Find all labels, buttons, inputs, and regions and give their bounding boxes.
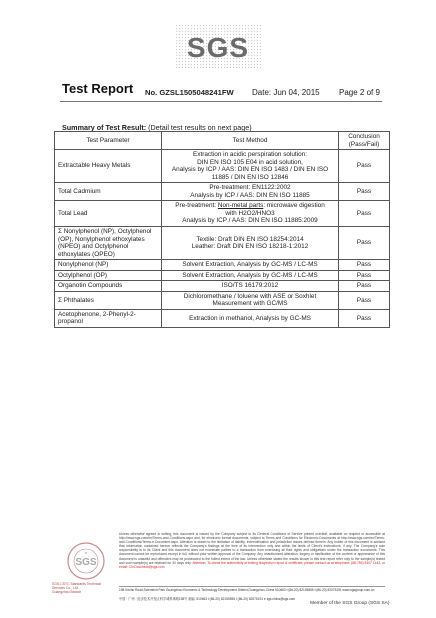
col-header-method: Test Method [162, 132, 339, 150]
param-cell: Acetophenone, 2-Phenyl-2-propanol [55, 309, 162, 327]
report-title: Test Report [62, 81, 134, 96]
address-english: 198 Kezhu Road,Scientech Park Guangzhou Economic & Technology Development District,Guangzhou,China 510663 t (86-20) 82155555 f (86-20) 82075191 www.sgsgroup.com.cn [119, 588, 375, 592]
result-cell: Pass [339, 227, 390, 260]
report-date: Date: Jun 04, 2015 [252, 88, 320, 97]
method-line: Textile: Draft DIN EN ISO 18254:2014 [196, 235, 304, 243]
param-cell: Nonylphenol (NP) [55, 260, 162, 271]
col-header-parameter: Test Parameter [55, 132, 162, 150]
method-pre: Pre-treatment: [175, 202, 218, 210]
method-line: Leather: Draft DIN EN ISO 18218-1:2012 [191, 243, 309, 251]
svg-text:★: ★ [84, 551, 88, 555]
param-cell: Total Lead [55, 201, 162, 227]
param-cell: Total Cadmium [55, 183, 162, 201]
stamp-line: SGS-CSTC Standards Technical Services Co., Ltd. [52, 582, 101, 590]
method-cell [162, 227, 339, 260]
result-cell: Pass [339, 260, 390, 271]
address-chinese: 中国 · 广州 · 经济技术开发区科学城科珠路198号 邮编: 510663 t (86-20) 82155555 f (86-20) 82075191 e sgs.china@sgs.com [119, 597, 296, 601]
method-line: Measurement with GC/MS [212, 300, 288, 308]
header-divider [60, 101, 382, 102]
method-line: Analysis by ICP / AAS: DIN EN ISO 11885:2009 [182, 217, 318, 225]
summary-label: Summary of Test Result: [62, 123, 147, 132]
table-header-row [55, 132, 390, 150]
page-number: Page 2 of 9 [339, 88, 380, 97]
result-cell: Pass [339, 281, 390, 292]
table-row [55, 201, 390, 227]
method-line: Analysis by ICP / AAS: DIN EN ISO 1483 / DIN EN ISO [171, 166, 329, 174]
method-line: Pre-treatment: EN1122:2002 [209, 184, 291, 192]
method-cell: Solvent Extraction, Analysis by GC-MS / LC-MS [162, 260, 339, 271]
method-line: with H2O2/HNO3 [225, 209, 275, 217]
table-row [55, 150, 390, 183]
method-underlined: Non-metal parts [217, 202, 264, 210]
member-note: Member of the SGS Group (SGS SA) [310, 601, 390, 606]
results-table [54, 131, 390, 328]
method-line [165, 202, 335, 210]
result-cell: Pass [339, 270, 390, 281]
table-row [55, 291, 390, 309]
method-cell [162, 150, 339, 183]
col-header-conclusion: Conclusion (Pass/Fail) [339, 132, 390, 150]
method-line: 11885 / DIN EN ISO 12846 [211, 173, 289, 181]
method-line: DIN EN ISO 105 E04 in acid solution, [197, 158, 303, 166]
table-row [55, 281, 390, 292]
result-cell: Pass [339, 291, 390, 309]
method-cell [162, 183, 339, 201]
summary-note: (Detail test results on next page) [148, 123, 252, 132]
method-cell [162, 201, 339, 227]
method-cell: ISO/TS 16179:2012 [162, 281, 339, 292]
param-cell: Octylphenol (OP) [55, 270, 162, 281]
table-row [55, 183, 390, 201]
report-number: No. GZSL1505048241FW [145, 88, 234, 97]
svg-text:SGS: SGS [75, 557, 97, 568]
footer-divider [119, 586, 385, 587]
param-cell: Σ Nonylphenol (NP), Octylphenol (OP), Nonylphenol ethoxylates (NPEO) and Octylphenol ethoxylates (OPEO) [55, 227, 162, 260]
method-post: : microwave digestion [263, 202, 325, 210]
table-row [55, 227, 390, 260]
method-cell [162, 291, 339, 309]
param-cell: Σ Phthalates [55, 291, 162, 309]
result-cell: Pass [339, 183, 390, 201]
stamp-caption [52, 582, 112, 594]
result-cell: Pass [339, 201, 390, 227]
method-line: Extraction in acidic perspiration solution: [192, 151, 308, 159]
method-cell: Solvent Extraction, Analysis by GC-MS / LC-MS [162, 270, 339, 281]
svg-text:SGS: SGS [186, 32, 250, 63]
legal-fine-print [119, 532, 385, 569]
method-cell: Extraction in methanol, Analysis by GC-MS [162, 309, 339, 327]
table-row [55, 309, 390, 327]
param-cell: Extractable Heavy Metals [55, 150, 162, 183]
method-line: Analysis by ICP / AAS: DIN EN ISO 11885 [190, 191, 310, 199]
stamp-line: Guangzhou Branch [52, 590, 82, 594]
terms-text: Unless otherwise agreed in writing, this document is issued by the Company subject to its General Conditions of Service printed overleaf, available on request or accessible at http://www.sgs.com/en/Terms-and-Conditions.aspx and, for electronic format documents, subject to Terms and Conditions for Electronic Documents at http://www.sgs.com/en/Terms-and-Conditions/Terms-e-Document.aspx. Attention is drawn to the limitation of liability, indemnification and jurisdiction issues defined therein. Any holder of this document is advised that information contained hereon reflects the Company's findings at the time of its intervention only and within the limits of Client's instructions, if any. The Company's sole responsibility is to its Client and this document does not exonerate parties to a transaction from exercising all their rights and obligations under the transaction documents. This document cannot be reproduced except in full, without prior written approval of the Company. Any unauthorized alteration, forgery or falsification of the content or appearance of this document is unlawful and offenders may be prosecuted to the fullest extent of the law. Unless otherwise stated the results shown in this test report refer only to the sample(s) tested and such sample(s) are retained for 30 days only. [119, 532, 385, 565]
table-row [55, 260, 390, 271]
method-line: Dichloromethane / toluene with ASE or Soxhlet [183, 292, 317, 300]
table-row [55, 270, 390, 281]
param-cell: Organotin Compounds [55, 281, 162, 292]
result-cell: Pass [339, 309, 390, 327]
result-cell: Pass [339, 150, 390, 183]
attention-text: Attention: To check the authenticity of testing /inspection report & certificate, please contact us at telephone: (86-755) 8307 1443, or email: CN.Doccheck@sgs.com [119, 560, 385, 569]
sgs-logo [175, 24, 261, 68]
